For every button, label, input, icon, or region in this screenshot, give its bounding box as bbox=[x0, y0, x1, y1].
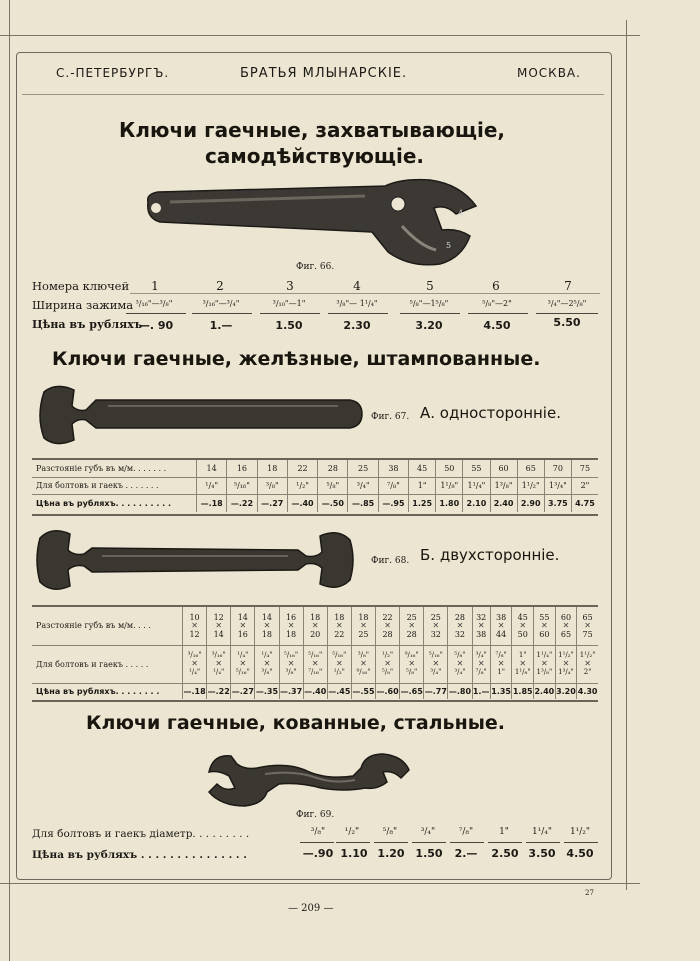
tableB-mm-top: 12 bbox=[213, 612, 224, 622]
tableB-bolt-cell bbox=[279, 645, 303, 683]
tableB-bolt-bottom: ⁹/₁₆" bbox=[356, 668, 371, 676]
section1-title-line2: самодѣйствующіе. bbox=[205, 144, 425, 168]
s3-size: 1" bbox=[499, 827, 509, 837]
fig69-caption: Фиг. 69. bbox=[296, 810, 335, 820]
tableB-mm-bottom: 12 bbox=[189, 629, 200, 639]
tableB-mm-cell bbox=[424, 607, 448, 645]
tableB-bolt-cell bbox=[448, 645, 472, 683]
tableA-mm: 22 bbox=[287, 460, 317, 477]
tableA-bolt: 1¹/₄" bbox=[463, 477, 490, 494]
cross-mark: ✕ bbox=[456, 659, 464, 668]
svg-text:4: 4 bbox=[458, 209, 464, 218]
tableB-bolt-cell bbox=[183, 645, 207, 683]
s3-size: 1¹/₂" bbox=[569, 827, 591, 837]
tableB-mm-cell bbox=[534, 607, 556, 645]
tableA-bolt: ⁵/₁₆" bbox=[227, 477, 257, 494]
tableB-bolt-cell bbox=[303, 645, 327, 683]
s1-number: 7 bbox=[564, 279, 572, 293]
s3-price: 2.50 bbox=[491, 847, 519, 860]
tableA-price: —.18 bbox=[197, 494, 227, 512]
tableB-mm-top: 18 bbox=[358, 612, 369, 622]
section3-title: Ключи гаечные, кованные, стальные. bbox=[86, 712, 505, 734]
tableB-mm-cell bbox=[577, 607, 598, 645]
tableB-bolt-bottom: ⁵/₁₆" bbox=[235, 668, 250, 676]
tableB-price: 1.— bbox=[472, 683, 490, 699]
section1-title-line1: Ключи гаечные, захватывающіе, bbox=[119, 118, 505, 142]
cross-mark: ✕ bbox=[215, 659, 223, 668]
s1-price: 1.50 bbox=[275, 319, 303, 332]
tableB-bolt-bottom: ⁵/₈" bbox=[381, 668, 394, 676]
cross-mark: ✕ bbox=[432, 620, 440, 630]
tableA-price: —.27 bbox=[257, 494, 287, 512]
s3-price: 3.50 bbox=[528, 847, 556, 860]
s3-underline bbox=[412, 842, 446, 843]
cross-mark: ✕ bbox=[519, 659, 527, 668]
cross-mark: ✕ bbox=[239, 659, 247, 668]
s1-number: 5 bbox=[426, 279, 434, 293]
s1-underline bbox=[126, 313, 186, 314]
tableB-price: —.80 bbox=[448, 683, 472, 699]
tableA-bolt: 1" bbox=[409, 477, 436, 494]
cross-mark: ✕ bbox=[432, 659, 440, 668]
fig66-caption: Фиг. 66. bbox=[296, 262, 335, 272]
s1-price: 4.50 bbox=[483, 319, 511, 332]
header-left: С.-ПЕТЕРБУРГЪ. bbox=[56, 66, 170, 80]
s1-numbers-label: Номера ключей bbox=[32, 279, 130, 293]
s1-underline bbox=[192, 313, 252, 314]
tableB-price: 1.35 bbox=[490, 683, 512, 699]
tableB-bolt-bottom: 1¹/₈" bbox=[514, 668, 531, 676]
fig68-caption: Фиг. 68. bbox=[371, 556, 410, 566]
tableB-bolt-top: ¹/₂" bbox=[381, 651, 394, 659]
tableB-mm-cell bbox=[472, 607, 490, 645]
tableA-mm: 45 bbox=[409, 460, 436, 477]
adjustable-wrench-illustration bbox=[140, 172, 485, 268]
s3-price: 1.10 bbox=[340, 847, 368, 860]
tableB-mm-cell bbox=[555, 607, 577, 645]
s1-price: —. 90 bbox=[138, 319, 174, 332]
tableB-bolt-cell bbox=[512, 645, 534, 683]
tableB-price: —.65 bbox=[400, 683, 424, 699]
cross-mark: ✕ bbox=[562, 620, 570, 630]
s3-size: 1¹/₄" bbox=[531, 827, 553, 837]
tableB-bolt-bottom: ¹/₄" bbox=[213, 668, 225, 676]
tableB-mm-cell bbox=[231, 607, 255, 645]
page-rule-top bbox=[0, 35, 640, 36]
s1-width-label: Ширина зажима bbox=[32, 298, 134, 312]
tableB-bolt-top: 1¹/₄" bbox=[536, 651, 553, 659]
tableA-bolt: 1³/₄" bbox=[544, 477, 571, 494]
s1-underline bbox=[328, 313, 388, 314]
tableA-price: —.22 bbox=[227, 494, 257, 512]
s1-price: 5.50 bbox=[553, 316, 581, 329]
s3-underline bbox=[336, 842, 370, 843]
tableB-bolt-bottom: ⁷/₁₆" bbox=[308, 668, 323, 676]
s1-price: 2.30 bbox=[343, 319, 371, 332]
tableB-bolt-cell bbox=[207, 645, 231, 683]
s3-size: ³/₄" bbox=[420, 827, 436, 837]
cross-mark: ✕ bbox=[541, 620, 548, 630]
tableB-bolt-top: ³/₄" bbox=[475, 651, 487, 659]
tableB-bolt-top: ¹/₄" bbox=[261, 651, 273, 659]
tableA-mm: 25 bbox=[348, 460, 378, 477]
tableB-bolt-bottom: ⁷/₈" bbox=[475, 668, 487, 676]
tableB-bolt-bottom: ¹/₂" bbox=[333, 668, 345, 676]
tableA-mm: 18 bbox=[257, 460, 287, 477]
tableB-mm-cell bbox=[376, 607, 400, 645]
tableB-mm-cell bbox=[448, 607, 472, 645]
tableA-bottom-rule bbox=[32, 514, 598, 516]
s3-bolt-label: Для болтовъ и гаекъ діаметр. . . . . . . . . bbox=[32, 828, 250, 840]
tableB-bolt-top: ⁹/₁₆" bbox=[404, 651, 419, 659]
s1-underline bbox=[468, 313, 528, 314]
tableB-bolt-cell bbox=[231, 645, 255, 683]
single-ended-wrench-illustration bbox=[38, 384, 364, 446]
header-center: БРАТЬЯ МЛЫНАРСКІЕ. bbox=[240, 66, 408, 81]
s3-underline bbox=[564, 842, 598, 843]
cross-mark: ✕ bbox=[335, 620, 343, 630]
tableB-mm-bottom: 44 bbox=[496, 629, 507, 639]
tableB-bolt-cell bbox=[472, 645, 490, 683]
tableA-price: 1.25 bbox=[409, 494, 436, 512]
tableB-mm-bottom: 28 bbox=[406, 629, 417, 639]
tableB-price: —.27 bbox=[231, 683, 255, 699]
cross-mark: ✕ bbox=[335, 659, 343, 668]
cross-mark: ✕ bbox=[384, 620, 391, 630]
tableB-mm-top: 14 bbox=[237, 612, 248, 622]
tableB-mm-top: 18 bbox=[310, 612, 321, 622]
tableA-bolt: ³/₈" bbox=[257, 477, 287, 494]
tableB-bolt-bottom: ³/₄" bbox=[454, 668, 466, 676]
s3-underline bbox=[526, 842, 560, 843]
s3-price: 1.20 bbox=[377, 847, 405, 860]
s-shaped-wrench-illustration bbox=[205, 748, 415, 810]
tableB-bolt-top: 1¹/₂" bbox=[558, 651, 574, 659]
tableB-price: 4.30 bbox=[577, 683, 598, 699]
tableB-bottom-rule bbox=[32, 700, 598, 702]
s3-price: —.90 bbox=[302, 847, 334, 860]
s1-price: 3.20 bbox=[415, 319, 443, 332]
s1-number: 2 bbox=[216, 279, 224, 293]
tableA-bolt: ⁵/₈" bbox=[318, 477, 348, 494]
tableA-bolt: 2" bbox=[571, 477, 598, 494]
s1-price: 1.— bbox=[209, 319, 233, 332]
tableB-mm-cell bbox=[490, 607, 512, 645]
cross-mark: ✕ bbox=[456, 620, 464, 630]
tableB-mm-bottom: 14 bbox=[213, 629, 224, 639]
tableA-mm: 28 bbox=[318, 460, 348, 477]
tableB-mm-top: 38 bbox=[496, 612, 507, 622]
cross-mark: ✕ bbox=[287, 620, 295, 630]
tableB-bolt-top: ⁷/₈" bbox=[495, 651, 507, 659]
tableA-mm: 70 bbox=[544, 460, 571, 477]
s3-size: ⁷/₈" bbox=[458, 827, 474, 837]
section2-subtitle-b: Б. двухсторонніе. bbox=[420, 546, 560, 564]
tableA-bolt: ⁷/₈" bbox=[378, 477, 408, 494]
s3-underline bbox=[374, 842, 408, 843]
tableB-price: —.55 bbox=[351, 683, 375, 699]
s1-number: 4 bbox=[353, 279, 361, 293]
tableA-price: —.95 bbox=[378, 494, 408, 512]
tableA-bolt: ¹/₄" bbox=[197, 477, 227, 494]
cross-mark: ✕ bbox=[408, 659, 416, 668]
cross-mark: ✕ bbox=[263, 659, 271, 668]
tableA-bolt: ¹/₂" bbox=[287, 477, 317, 494]
section2-title: Ключи гаечные, желѣзные, штампованные. bbox=[52, 348, 541, 370]
header-divider bbox=[22, 94, 604, 95]
tableB-price: —.35 bbox=[255, 683, 279, 699]
tableB-bolt-bottom: ³/₈" bbox=[285, 668, 297, 676]
page-rule-right bbox=[626, 20, 627, 890]
cross-mark: ✕ bbox=[191, 620, 198, 630]
tableB-mm-top: 28 bbox=[454, 612, 466, 622]
tableB-mm-bottom: 32 bbox=[454, 629, 466, 639]
tableB-mm-top: 25 bbox=[430, 612, 441, 622]
s3-size: ¹/₂" bbox=[344, 827, 360, 837]
tableB-bolt-cell bbox=[555, 645, 577, 683]
tableB-price: —.60 bbox=[376, 683, 400, 699]
tableA-bolt: 1¹/₂" bbox=[517, 477, 544, 494]
tableA-price: —.40 bbox=[287, 494, 317, 512]
tableB-bolt-top: ³/₁₆" bbox=[211, 651, 226, 659]
corner-mark: 27 bbox=[585, 889, 594, 897]
tableB-mm-bottom: 18 bbox=[261, 629, 273, 639]
tableB-mm-bottom: 60 bbox=[539, 629, 550, 639]
cross-mark: ✕ bbox=[311, 659, 319, 668]
page-rule-bottom bbox=[0, 883, 640, 884]
tableB-bolt-bottom: 2" bbox=[583, 668, 592, 676]
cross-mark: ✕ bbox=[497, 620, 505, 630]
tableB-bolt-bottom: ³/₄" bbox=[430, 668, 442, 676]
tableA-mm: 75 bbox=[571, 460, 598, 477]
tableB-mm-cell bbox=[327, 607, 351, 645]
s3-size: ³/₈" bbox=[310, 827, 326, 837]
tableB-mm-top: 22 bbox=[382, 612, 393, 622]
tableA-price: 3.75 bbox=[544, 494, 571, 512]
tableB-bolt-top: ⁵/₈" bbox=[454, 651, 466, 659]
tableB-mm-top: 60 bbox=[560, 612, 572, 622]
tableA-mm: 16 bbox=[227, 460, 257, 477]
tableB-bolt-top: 1" bbox=[518, 651, 527, 659]
page-rule-left bbox=[9, 0, 10, 961]
cross-mark: ✕ bbox=[497, 659, 505, 668]
cross-mark: ✕ bbox=[477, 659, 485, 668]
page-number: — 209 — bbox=[288, 903, 334, 914]
tableA-mm: 14 bbox=[197, 460, 227, 477]
tableB-mm-bottom: 50 bbox=[517, 629, 528, 639]
tableB-mm-top: 18 bbox=[334, 612, 345, 622]
s1-number: 3 bbox=[286, 279, 294, 293]
tableB-bolt-top: ⁵/₁₆" bbox=[284, 651, 299, 659]
tableA-mm-label: Разстояніе губъ въ м/м. . . . . . . bbox=[32, 460, 197, 477]
tableB-bolt-top: ³/₈" bbox=[357, 651, 370, 659]
tableB-bolt-cell bbox=[490, 645, 512, 683]
tableB-mm-bottom: 16 bbox=[237, 629, 248, 639]
tableB-bolt-top: ⁵/₁₆" bbox=[332, 651, 347, 659]
tableB-price: 2.40 bbox=[534, 683, 556, 699]
tableB-mm-bottom: 38 bbox=[476, 629, 487, 639]
cross-mark: ✕ bbox=[360, 659, 367, 668]
tableB-price: 3.20 bbox=[555, 683, 577, 699]
tableB-bolt-top: ³/₁₆" bbox=[187, 651, 202, 659]
tableB-mm-bottom: 65 bbox=[560, 629, 572, 639]
s1-width: ³/₈"— 1¹/₄" bbox=[336, 299, 378, 308]
tableB-mm-bottom: 20 bbox=[310, 629, 321, 639]
tableB-bolt-cell bbox=[424, 645, 448, 683]
s3-underline bbox=[450, 842, 484, 843]
tableB-bolt-top: ⁵/₁₆" bbox=[428, 651, 443, 659]
s3-price: 2.— bbox=[454, 847, 478, 860]
cross-mark: ✕ bbox=[384, 659, 391, 668]
s1-width: ³/₄"—2⁵/₈" bbox=[547, 299, 587, 308]
tableA-price: —.85 bbox=[348, 494, 378, 512]
tableB-price: —.18 bbox=[183, 683, 207, 699]
tableA-mm: 55 bbox=[463, 460, 490, 477]
tableB-mm-cell bbox=[207, 607, 231, 645]
cross-mark: ✕ bbox=[519, 620, 527, 630]
header-right: МОСКВА. bbox=[517, 66, 581, 80]
s1-width: ⁵/₈"—1⁵/₈" bbox=[409, 299, 449, 308]
s3-price: 1.50 bbox=[415, 847, 443, 860]
tableB-bolt-cell bbox=[534, 645, 556, 683]
s1-width: ⁵/₈"—2" bbox=[482, 299, 512, 308]
tableB-bolt-cell bbox=[376, 645, 400, 683]
fig67-caption: Фиг. 67. bbox=[371, 412, 410, 422]
tableA-mm: 38 bbox=[378, 460, 408, 477]
tableB-bolt-cell bbox=[577, 645, 598, 683]
tableB-bolt-bottom: ¹/₄" bbox=[188, 668, 201, 676]
s1-underline bbox=[260, 313, 320, 314]
cross-mark: ✕ bbox=[191, 659, 198, 668]
s1-price-label: Цѣна въ рубляхъ bbox=[32, 318, 143, 331]
tableA-price: 2.90 bbox=[517, 494, 544, 512]
cross-mark: ✕ bbox=[215, 620, 223, 630]
tableA-price: 2.40 bbox=[490, 494, 517, 512]
tableB-mm-cell bbox=[400, 607, 424, 645]
tableB-price: —.40 bbox=[303, 683, 327, 699]
cross-mark: ✕ bbox=[287, 659, 295, 668]
cross-mark: ✕ bbox=[360, 620, 367, 630]
cross-mark: ✕ bbox=[584, 620, 591, 630]
tableB-mm-cell bbox=[183, 607, 207, 645]
tableB-bolt-top: ⁵/₁₆" bbox=[308, 651, 323, 659]
cross-mark: ✕ bbox=[311, 620, 319, 630]
tableB-bolt-bottom: ³/₈" bbox=[261, 668, 273, 676]
s1-width: ³/₁₀"—1" bbox=[272, 299, 306, 308]
tableA-bolt: 1³/₈" bbox=[490, 477, 517, 494]
tableB-mm-bottom: 22 bbox=[334, 629, 345, 639]
tableA-bolts-label: Для болтовъ и гаекъ . . . . . . . bbox=[32, 477, 197, 494]
tableB-mm-cell bbox=[255, 607, 279, 645]
double-ended-wrench-illustration bbox=[36, 528, 354, 592]
tableB-bolt-bottom: ⁵/₈" bbox=[406, 668, 418, 676]
tableA-price: 4.75 bbox=[571, 494, 598, 512]
s1-number: 6 bbox=[492, 279, 500, 293]
tableB-mm-cell bbox=[512, 607, 534, 645]
tableB-mm-bottom: 32 bbox=[430, 629, 441, 639]
s1-number: 1 bbox=[151, 279, 159, 293]
s3-size: ⁵/₈" bbox=[382, 827, 398, 837]
table-single-ended bbox=[32, 460, 598, 512]
tableB-mm-top: 25 bbox=[406, 612, 417, 622]
section2-subtitle-a: А. односторонніе. bbox=[420, 404, 561, 422]
tableB-bolt-cell bbox=[255, 645, 279, 683]
cross-mark: ✕ bbox=[477, 620, 485, 630]
table-double-ended bbox=[32, 607, 598, 699]
tableB-mm-top: 16 bbox=[285, 612, 297, 622]
tableB-bolt-cell bbox=[400, 645, 424, 683]
tableA-mm: 50 bbox=[436, 460, 463, 477]
tableB-price-label: Цѣна въ рубляхъ. . . . . . . . bbox=[36, 686, 160, 696]
tableB-mm-top: 10 bbox=[189, 612, 200, 622]
tableA-price: 2.10 bbox=[463, 494, 490, 512]
tableB-mm-bottom: 28 bbox=[382, 629, 393, 639]
tableB-bolt-top: 1¹/₂" bbox=[579, 651, 596, 659]
tableB-price: —.77 bbox=[424, 683, 448, 699]
svg-text:5: 5 bbox=[446, 241, 452, 250]
tableB-mm-top: 32 bbox=[476, 612, 487, 622]
tableB-mm-top: 55 bbox=[539, 612, 550, 622]
cross-mark: ✕ bbox=[408, 620, 416, 630]
tableB-price: —.37 bbox=[279, 683, 303, 699]
s3-price-label: Цѣна въ рубляхъ . . . . . . . . . . . . . . . bbox=[32, 849, 247, 861]
tableB-mm-cell bbox=[303, 607, 327, 645]
cross-mark: ✕ bbox=[562, 659, 570, 668]
s1-width: ³/₁₆"—³/₄" bbox=[202, 299, 240, 308]
tableB-mm-top: 65 bbox=[582, 612, 593, 622]
tableA-mm: 65 bbox=[517, 460, 544, 477]
tableB-price: —.45 bbox=[327, 683, 351, 699]
tableB-mm-bottom: 25 bbox=[358, 629, 369, 639]
tableA-price: 1.80 bbox=[436, 494, 463, 512]
tableB-mm-bottom: 18 bbox=[285, 629, 297, 639]
cross-mark: ✕ bbox=[541, 659, 548, 668]
tableB-price: 1.85 bbox=[512, 683, 534, 699]
cross-mark: ✕ bbox=[239, 620, 247, 630]
s1-width: ³/₁₆"—³/₈" bbox=[135, 299, 173, 308]
tableB-bolt-bottom: 1³/₈" bbox=[536, 668, 553, 676]
tableA-mm: 60 bbox=[490, 460, 517, 477]
tableB-mm-bottom: 75 bbox=[582, 629, 593, 639]
tableB-mm-top: 45 bbox=[517, 612, 528, 622]
tableB-bolt-cell bbox=[327, 645, 351, 683]
tableB-mm-top: 14 bbox=[261, 612, 273, 622]
s1-underline bbox=[400, 313, 460, 314]
tableB-price: —.22 bbox=[207, 683, 231, 699]
tableA-bolt: 1¹/₈" bbox=[436, 477, 463, 494]
tableA-bolt: ³/₄" bbox=[348, 477, 378, 494]
tableB-mm-cell bbox=[351, 607, 375, 645]
cross-mark: ✕ bbox=[584, 659, 591, 668]
tableB-mm-cell bbox=[279, 607, 303, 645]
tableB-bolt-bottom: 1" bbox=[497, 668, 505, 676]
s3-underline bbox=[488, 842, 522, 843]
s3-underline bbox=[300, 842, 334, 843]
tableB-bolt-cell bbox=[351, 645, 375, 683]
s1-underline bbox=[536, 313, 598, 314]
tableB-bolt-top: ¹/₄" bbox=[237, 651, 249, 659]
tableB-mm-label: Разстояніе губъ въ м/м. . . . bbox=[32, 607, 183, 645]
tableA-price: —.50 bbox=[318, 494, 348, 512]
s3-price: 4.50 bbox=[566, 847, 594, 860]
tableA-price-label: Цѣна въ рубляхъ. . . . . . . . . . bbox=[36, 498, 172, 508]
s1-rule bbox=[130, 293, 600, 294]
tableB-bolt-bottom: 1³/₄" bbox=[558, 668, 574, 676]
tableB-bolts-label: Для болтовъ и гаекъ . . . . . bbox=[32, 645, 183, 683]
cross-mark: ✕ bbox=[263, 620, 271, 630]
